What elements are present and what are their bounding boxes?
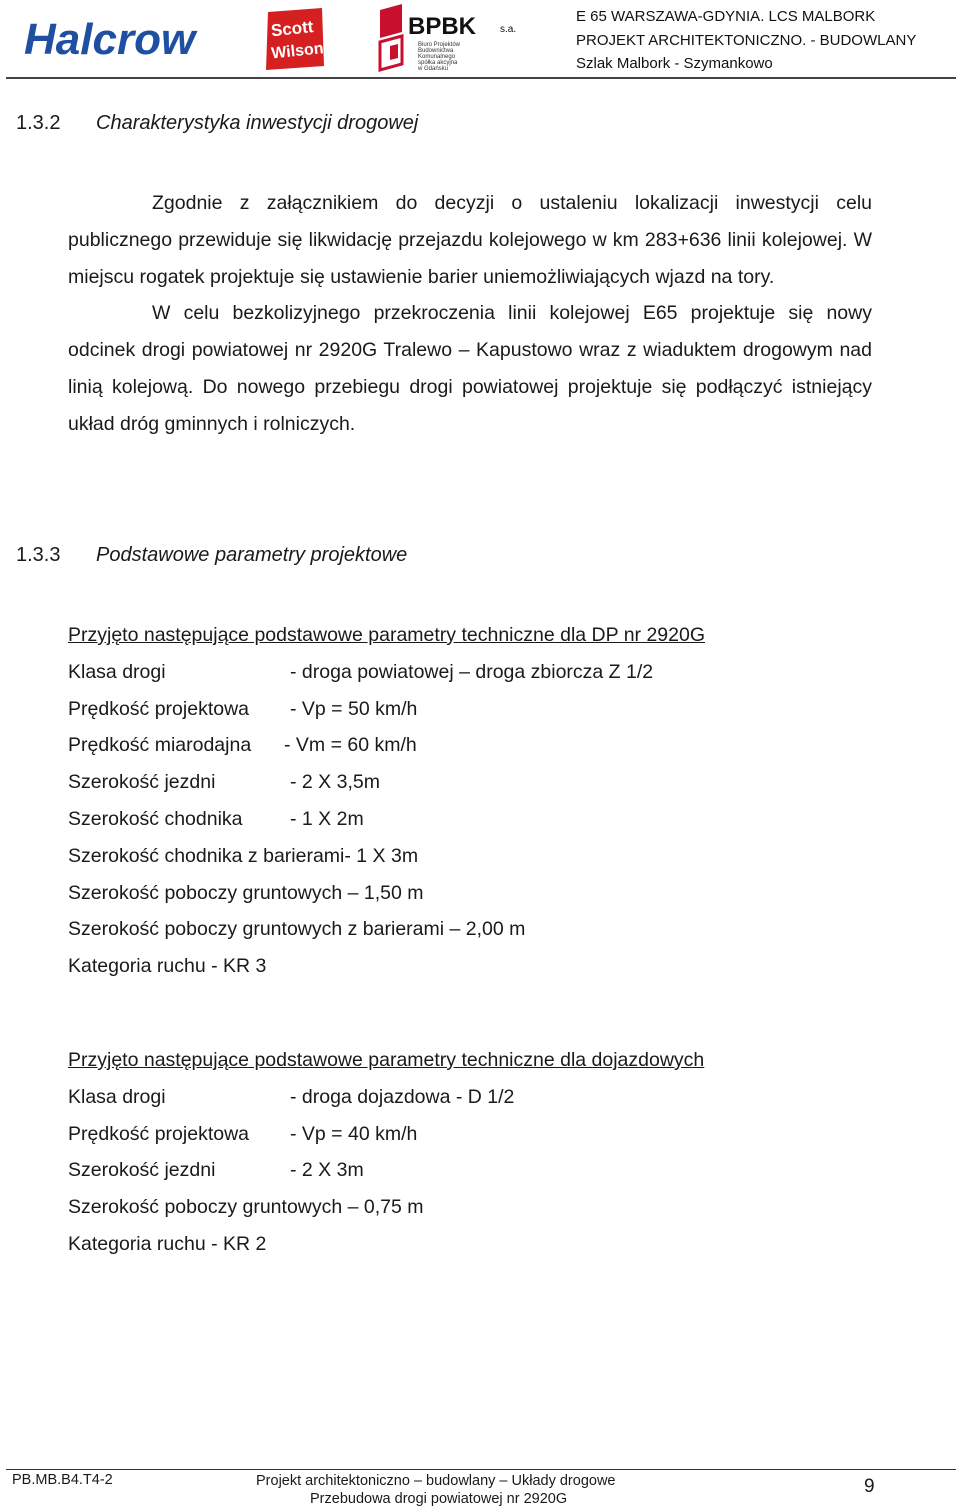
paragraph: W celu bezkolizyjnego przekroczenia linii kolejowej E65 projektuje się nowy odcinek drogi powiatowej nr 2920G Tralewo – Kapustowo wraz z wiaduktem drogowym nad linią kolejową. Do nowego przebiegu drogi powiatowej projektuje się podłączyć istniejący układ dróg gminnych i rolniczych. (68, 302, 872, 435)
param-row (68, 948, 888, 985)
svg-text:spółka akcyjna: spółka akcyjna (418, 60, 458, 66)
params-title: Przyjęto następujące podstawowe parametry techniczne dla dojazdowych (68, 1049, 705, 1071)
param-label: Klasa drogi (68, 660, 166, 683)
page-header (0, 0, 960, 80)
svg-text:Scott: Scott (270, 17, 315, 41)
header-divider (6, 77, 956, 79)
svg-text:Budownictwa: Budownictwa (418, 48, 454, 54)
param-value: - Vp = 50 km/h (290, 697, 418, 720)
param-row (68, 691, 888, 728)
svg-text:w Gdańsku: w Gdańsku (418, 66, 449, 72)
header-project-info (576, 5, 956, 76)
param-label: Szerokość poboczy gruntowych – 1,50 m (68, 881, 424, 904)
param-value: - 1 X 2m (290, 807, 364, 830)
param-label: Szerokość chodnika z barierami- 1 X 3m (68, 844, 419, 867)
footer-line-2: Przebudowa drogi powiatowej nr 2920G (310, 1491, 568, 1507)
param-row (68, 801, 888, 838)
param-value: - Vm = 60 km/h (284, 734, 417, 757)
svg-text:BPBK: BPBK (408, 13, 477, 40)
param-row (68, 875, 888, 912)
param-label: Prędkość projektowa (68, 1122, 250, 1145)
section-heading-1-3-2 (16, 112, 418, 135)
param-row (68, 838, 888, 875)
bpbk-logo (376, 2, 542, 74)
param-row (68, 1152, 888, 1189)
paragraph: Zgodnie z załącznikiem do decyzji o ustaleniu lokalizacji inwestycji celu publicznego przewiduje się likwidację przejazdu kolejowego w km 283+636 linii kolejowej. W miejscu rogatek projektuje się ustawienie barier uniemożliwiających wjazd na tory. (68, 192, 872, 288)
param-label: Szerokość poboczy gruntowych – 0,75 m (68, 1196, 424, 1219)
halcrow-logo (24, 14, 214, 62)
param-label: Kategoria ruchu - KR 3 (68, 955, 267, 978)
param-value: - Vp = 40 km/h (290, 1122, 418, 1145)
header-line-1: E 65 WARSZAWA-GDYNIA. LCS MALBORK (576, 8, 876, 25)
param-label: Klasa drogi (68, 1085, 166, 1108)
page-number: 9 (864, 1476, 875, 1497)
section-title: Charakterystyka inwestycji drogowej (96, 112, 419, 134)
param-label: Szerokość jezdni (68, 771, 216, 794)
footer-document-code: PB.MB.B4.T4-2 (12, 1472, 113, 1488)
param-value: - 2 X 3m (290, 1159, 364, 1182)
svg-text:s.a.: s.a. (500, 24, 517, 35)
footer-divider (6, 1469, 956, 1470)
param-label: Prędkość projektowa (68, 697, 250, 720)
svg-text:Biuro Projektów: Biuro Projektów (418, 42, 461, 48)
param-row (68, 654, 888, 691)
param-row (68, 1226, 888, 1263)
svg-text:Komunalnego: Komunalnego (418, 54, 456, 60)
param-label: Prędkość miarodajna (68, 734, 252, 757)
param-value: - droga powiatowej – droga zbiorcza Z 1/2 (290, 660, 654, 683)
section-heading-1-3-3 (16, 544, 407, 567)
param-label: Szerokość poboczy gruntowych z barierami – 2,00 m (68, 918, 526, 941)
section-title: Podstawowe parametry projektowe (96, 544, 408, 566)
params-title: Przyjęto następujące podstawowe parametry techniczne dla DP nr 2920G (68, 624, 705, 646)
scott-wilson-logo (262, 6, 328, 72)
param-row (68, 764, 888, 801)
header-line-2: PROJEKT ARCHITEKTONICZNO. - BUDOWLANY (576, 31, 917, 49)
section-number: 1.3.3 (16, 544, 61, 566)
params-dp-2920g (68, 617, 888, 985)
footer-line-1: Projekt architektoniczno – budowlany – Układy drogowe (256, 1473, 616, 1489)
param-label: Kategoria ruchu - KR 2 (68, 1232, 267, 1255)
param-row (68, 1116, 888, 1153)
param-value: - 2 X 3,5m (290, 771, 380, 794)
param-label: Szerokość jezdni (68, 1159, 216, 1182)
params-dojazdowe (68, 1042, 888, 1263)
param-value: - droga dojazdowa - D 1/2 (290, 1085, 515, 1108)
svg-text:Halcrow: Halcrow (24, 15, 196, 62)
param-label: Szerokość chodnika (68, 807, 243, 830)
param-row (68, 911, 888, 948)
footer-project-info (256, 1472, 615, 1508)
header-line-3: Szlak Malbork - Szymankowo (576, 55, 773, 72)
section-1-3-2-body (68, 185, 872, 443)
param-row (68, 727, 888, 764)
section-number: 1.3.2 (16, 112, 61, 134)
param-row (68, 1189, 888, 1226)
param-row (68, 1079, 888, 1116)
svg-text:Wilson: Wilson (270, 40, 325, 63)
